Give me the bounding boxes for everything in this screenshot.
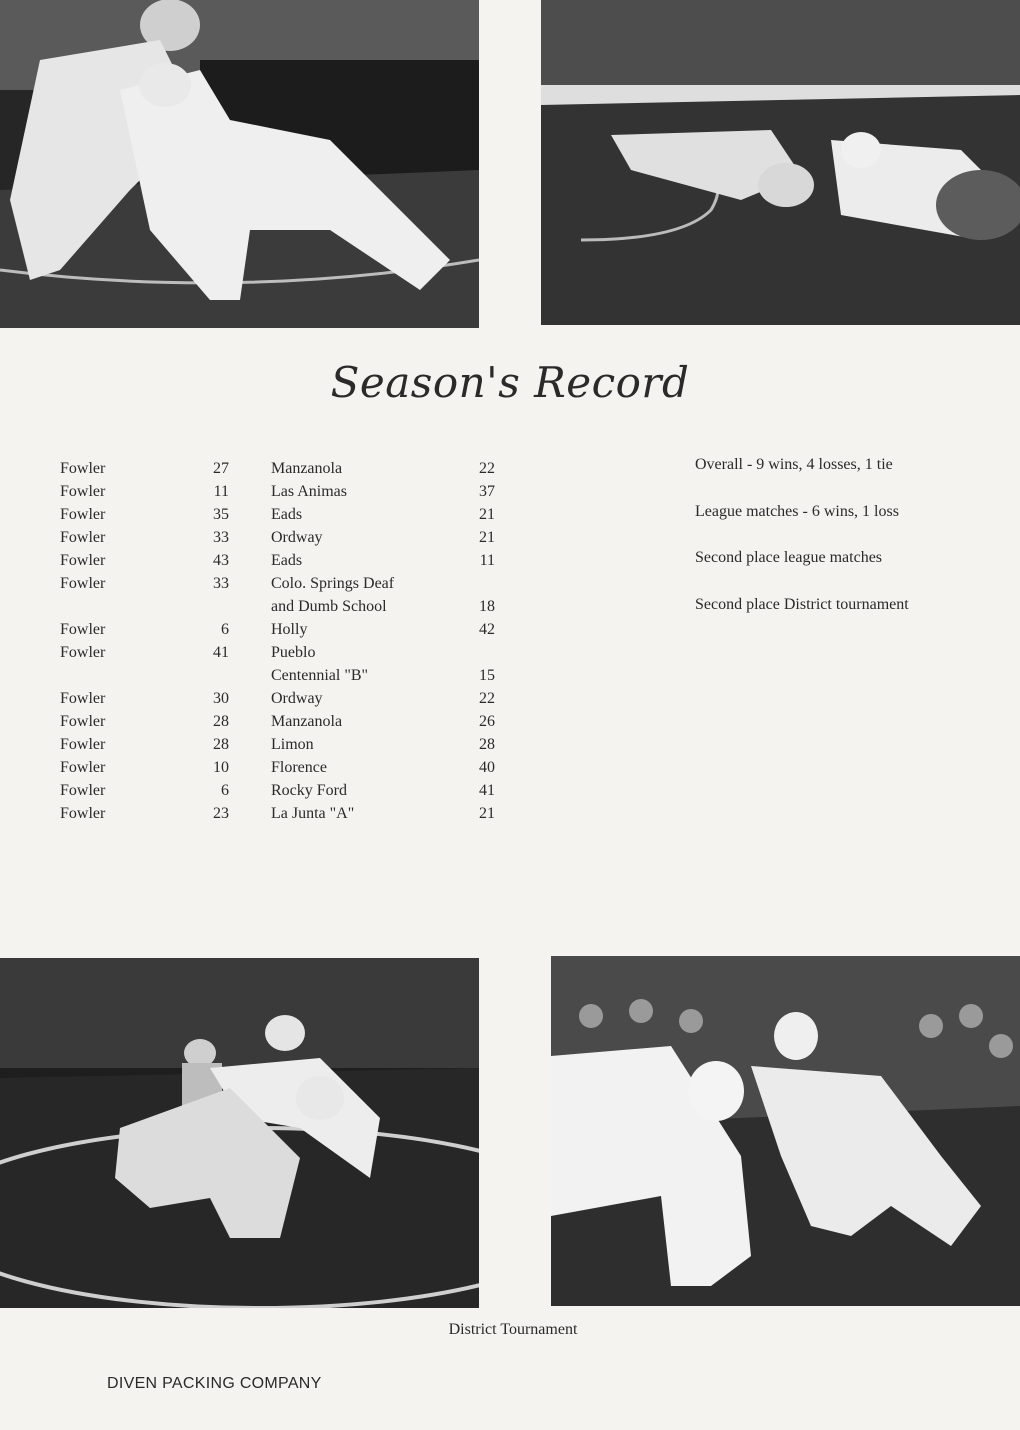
record-opponent [271, 572, 394, 618]
photo-district-match-1 [0, 958, 479, 1308]
record-row [60, 687, 520, 710]
record-school: Fowler [60, 736, 106, 753]
record-row [60, 733, 520, 756]
record-opponent-line: Eads [271, 506, 303, 523]
record-opponent [271, 779, 347, 802]
record-school: Fowler [60, 575, 106, 592]
record-row [60, 526, 520, 549]
record-opponent-line: and Dumb School [271, 598, 387, 615]
record-row [60, 480, 520, 503]
record-opponent-line: Manzanola [271, 460, 343, 477]
record-opponent-line: Holly [271, 621, 308, 638]
record-school: Fowler [60, 621, 106, 638]
record-opponent-line: Ordway [271, 690, 323, 707]
record-row [60, 802, 520, 825]
record-school: Fowler [60, 552, 106, 569]
record-opponent-score: 15 [479, 667, 495, 684]
record-row [60, 641, 520, 687]
record-score: 35 [213, 506, 229, 523]
record-opponent [271, 733, 314, 756]
summary-overall: Overall - 9 wins, 4 losses, 1 tie [695, 456, 893, 473]
record-school: Fowler [60, 506, 106, 523]
record-score: 27 [213, 460, 229, 477]
record-score: 28 [213, 736, 229, 753]
photo-district-match-2 [551, 956, 1020, 1306]
record-opponent-line: Florence [271, 759, 327, 776]
record-school: Fowler [60, 713, 106, 730]
record-school: Fowler [60, 529, 106, 546]
record-opponent-line: Eads [271, 552, 303, 569]
record-school: Fowler [60, 460, 106, 477]
record-opponent-score: 21 [479, 506, 495, 523]
record-opponent [271, 710, 342, 733]
record-opponent-score: 21 [479, 805, 495, 822]
record-row [60, 779, 520, 802]
record-school: Fowler [60, 483, 106, 500]
record-row [60, 710, 520, 733]
record-opponent-score: 41 [479, 782, 495, 799]
record-opponent-score: 37 [479, 483, 495, 500]
record-opponent-score: 18 [479, 598, 495, 615]
season-summary [695, 454, 995, 640]
record-opponent-score: 21 [479, 529, 495, 546]
record-opponent-score: 40 [479, 759, 495, 776]
record-opponent [271, 480, 347, 503]
photo-wrestlers-pin [541, 0, 1020, 325]
record-opponent [271, 526, 323, 549]
record-score: 41 [213, 644, 229, 661]
record-score: 33 [213, 529, 229, 546]
photo-wrestlers-standing [0, 0, 479, 328]
record-score: 6 [221, 621, 229, 638]
record-opponent-line: La Junta "A" [271, 805, 355, 822]
record-opponent [271, 618, 307, 641]
record-opponent-line: Manzanola [271, 713, 343, 730]
summary-district-place: Second place District tournament [695, 595, 909, 613]
record-row [60, 457, 520, 480]
record-score: 33 [213, 575, 229, 592]
record-opponent [271, 457, 342, 480]
record-row [60, 618, 520, 641]
record-school: Fowler [60, 782, 106, 799]
record-opponent-line: Centennial "B" [271, 667, 369, 684]
record-school: Fowler [60, 759, 106, 776]
summary-league-place: Second place league matches [695, 549, 883, 566]
record-score: 10 [213, 759, 229, 776]
record-opponent [271, 641, 368, 687]
record-score: 43 [213, 552, 229, 569]
record-score: 30 [213, 690, 229, 707]
sponsor-credit: DIVEN PACKING COMPANY [107, 1375, 322, 1392]
record-score: 11 [213, 483, 229, 500]
record-opponent [271, 756, 327, 779]
record-opponent-line: Rocky Ford [271, 782, 347, 799]
record-row [60, 756, 520, 779]
record-row [60, 572, 520, 618]
record-score: 28 [213, 713, 229, 730]
season-record-table [60, 457, 520, 825]
record-opponent-line: Las Animas [271, 483, 347, 500]
record-opponent-score: 28 [479, 736, 495, 753]
record-score: 23 [213, 805, 229, 822]
page-title: Season's Record [330, 358, 690, 407]
record-opponent [271, 802, 354, 825]
photo-caption: District Tournament [448, 1321, 578, 1338]
record-opponent-score: 22 [479, 460, 495, 477]
summary-league: League matches - 6 wins, 1 loss [695, 502, 899, 520]
record-row [60, 503, 520, 526]
record-school: Fowler [60, 805, 106, 822]
record-opponent-score: 11 [479, 552, 495, 569]
record-opponent [271, 549, 302, 572]
record-opponent-score: 42 [479, 621, 495, 638]
record-opponent [271, 503, 302, 526]
record-school: Fowler [60, 644, 106, 661]
record-opponent-line: Colo. Springs Deaf [271, 575, 395, 592]
record-opponent-line: Limon [271, 736, 314, 753]
record-school: Fowler [60, 690, 106, 707]
record-row [60, 549, 520, 572]
record-opponent-score: 22 [479, 690, 495, 707]
record-opponent-line: Pueblo [271, 644, 316, 661]
record-opponent [271, 687, 323, 710]
record-score: 6 [221, 782, 229, 799]
record-opponent-line: Ordway [271, 529, 323, 546]
record-opponent-score: 26 [479, 713, 495, 730]
